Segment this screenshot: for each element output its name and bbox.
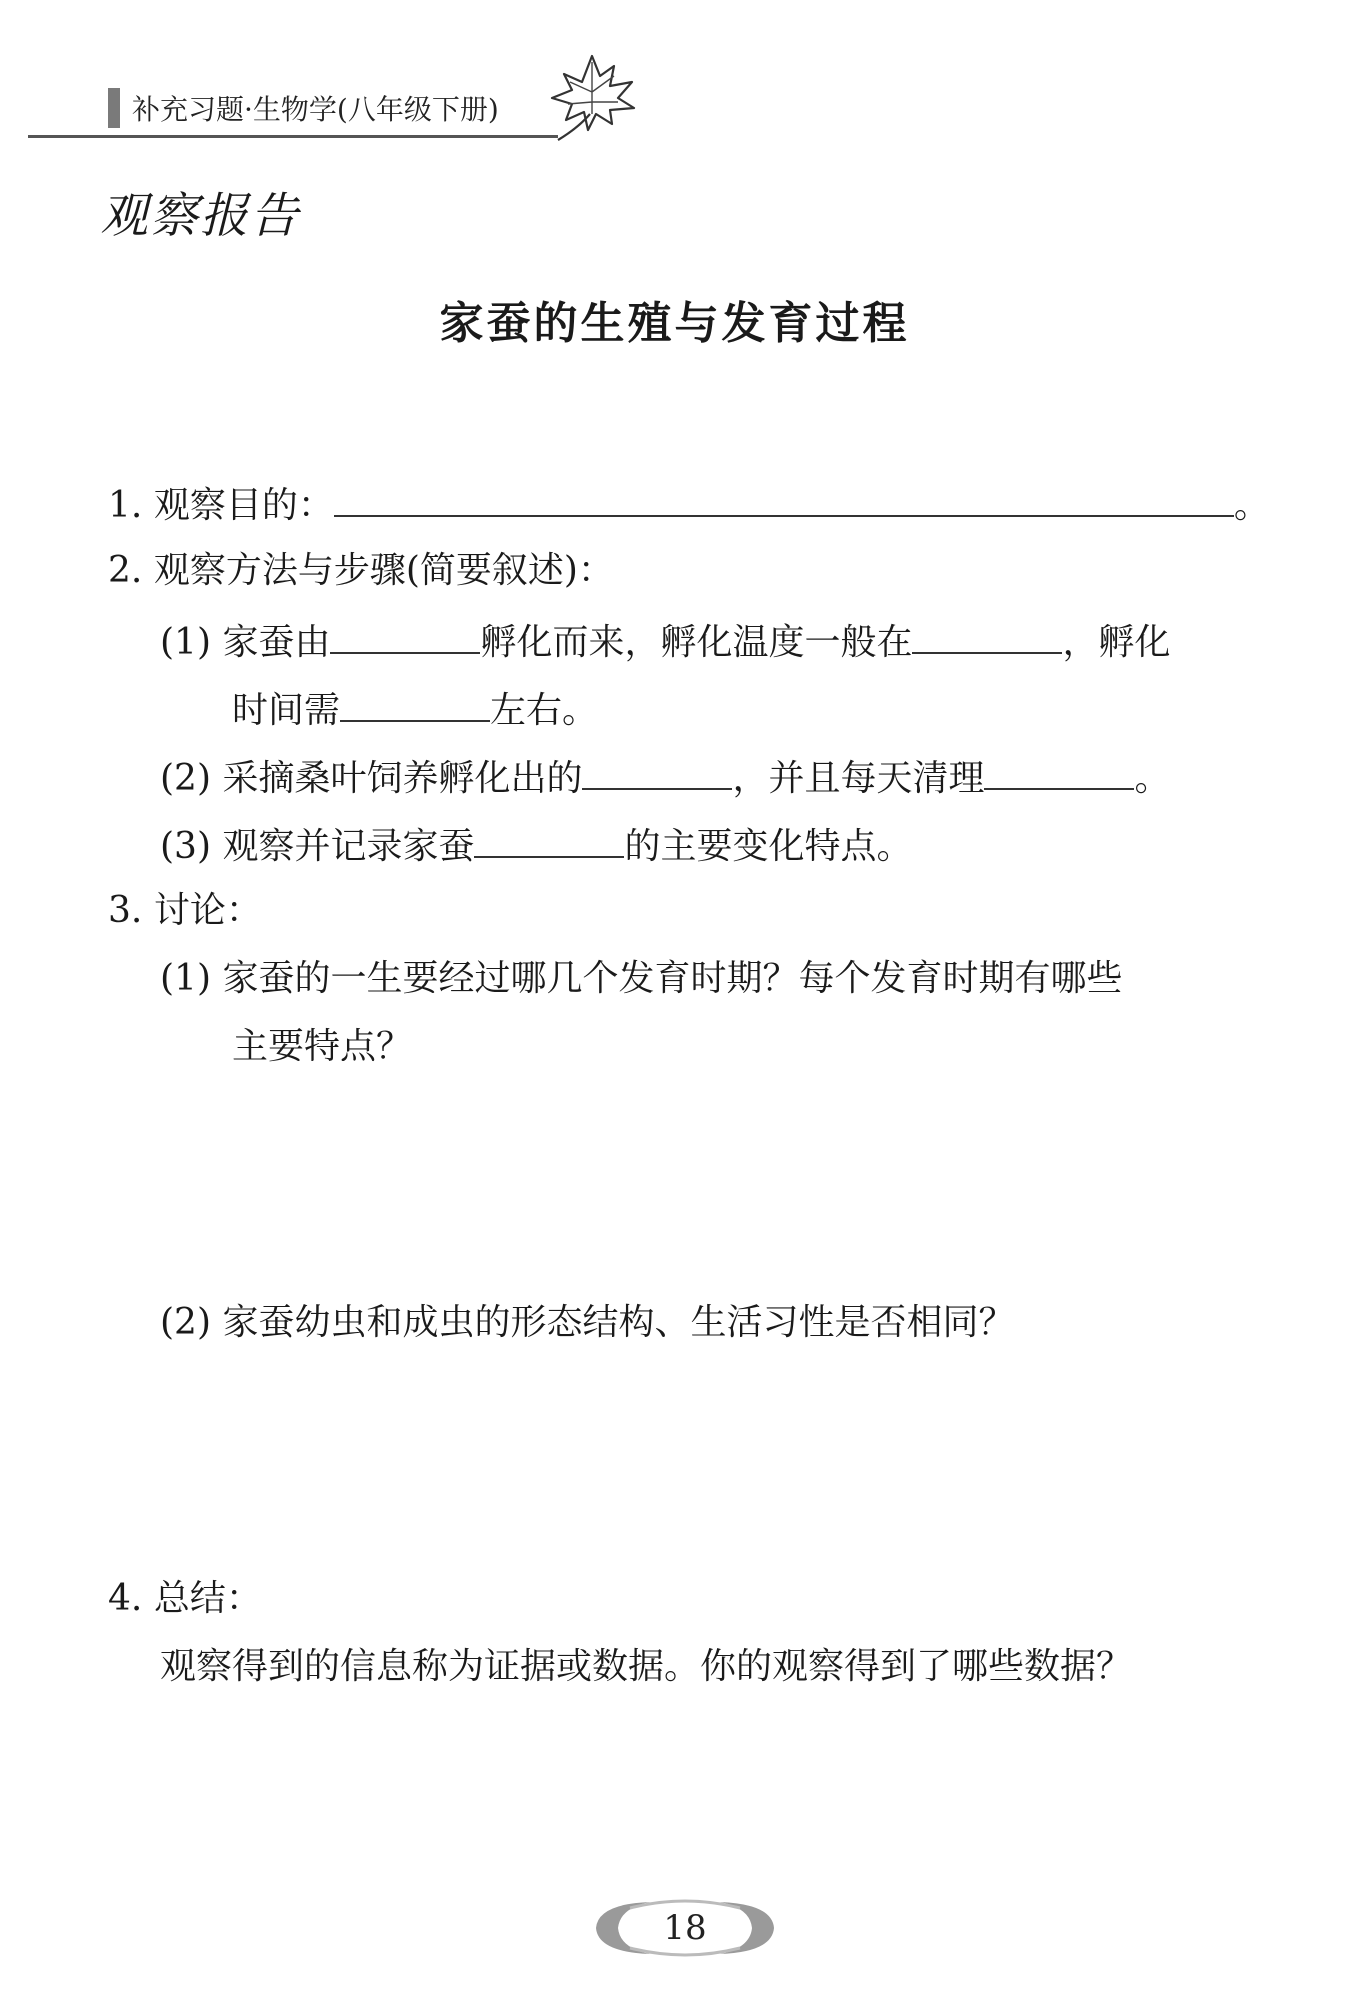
item-label: 总结：: [153, 1578, 262, 1619]
item-number: 3.: [108, 890, 143, 931]
answer-blank[interactable]: [334, 477, 1234, 517]
step-1-cont: [232, 682, 598, 736]
header-bar: [108, 88, 120, 128]
page-number: 18: [663, 1908, 707, 1948]
step-text: ，孵化: [1062, 622, 1171, 663]
book-title: 补充习题·生物学(八年级下册): [132, 93, 499, 126]
item-label: 观察目的：: [153, 485, 334, 526]
item-label: 观察方法与步骤(简要叙述)：: [153, 550, 614, 591]
step-text: 家蚕由: [222, 622, 331, 663]
question-number: (2): [160, 1302, 211, 1343]
question-number: (1): [160, 958, 211, 999]
step-number: (3): [160, 826, 211, 867]
answer-blank[interactable]: [984, 750, 1134, 790]
step-text: 的主要变化特点。: [624, 826, 913, 867]
page-number-badge: [590, 1896, 780, 1960]
step-2: [160, 750, 1171, 804]
step-number: (2): [160, 758, 211, 799]
summary-question: 观察得到的信息称为证据或数据。你的观察得到了哪些数据？: [160, 1646, 1133, 1687]
question-text: 家蚕幼虫和成虫的形态结构、生活习性是否相同？: [222, 1302, 1015, 1343]
step-text: 时间需: [232, 690, 341, 731]
step-number: (1): [160, 622, 211, 663]
answer-blank[interactable]: [330, 614, 480, 654]
answer-blank[interactable]: [912, 614, 1062, 654]
item-number: 4.: [108, 1578, 143, 1619]
item-number: 2.: [108, 550, 143, 591]
step-text: 孵化而来，孵化温度一般在: [480, 622, 913, 663]
item-3: [108, 886, 262, 936]
discussion-1-cont: [232, 1022, 412, 1072]
step-text: 采摘桑叶饲养孵化出的: [222, 758, 583, 799]
header-rule: [28, 135, 558, 138]
section-title: 观察报告: [100, 188, 301, 244]
step-3: [160, 818, 912, 872]
step-text: 左右。: [490, 690, 599, 731]
question-text: 主要特点？: [232, 1026, 413, 1067]
discussion-2: [160, 1298, 1014, 1348]
step-text: 观察并记录家蚕: [222, 826, 475, 867]
answer-blank[interactable]: [582, 750, 732, 790]
item-number: 1.: [108, 485, 143, 526]
item-4: [108, 1574, 262, 1624]
maple-leaf-icon: [548, 52, 638, 144]
page-title: 家蚕的生殖与发育过程: [439, 298, 910, 349]
question-text: 家蚕的一生要经过哪几个发育时期？每个发育时期有哪些: [222, 958, 1123, 999]
answer-blank[interactable]: [474, 818, 624, 858]
step-text: ，并且每天清理: [732, 758, 985, 799]
item-2: [108, 546, 614, 596]
step-text: 。: [1134, 758, 1171, 799]
step-1: [160, 614, 1171, 668]
item-label: 讨论：: [153, 890, 262, 931]
answer-blank[interactable]: [340, 682, 490, 722]
discussion-1: [160, 954, 1122, 1004]
item-end: 。: [1233, 485, 1270, 526]
item-1: [108, 477, 1270, 531]
